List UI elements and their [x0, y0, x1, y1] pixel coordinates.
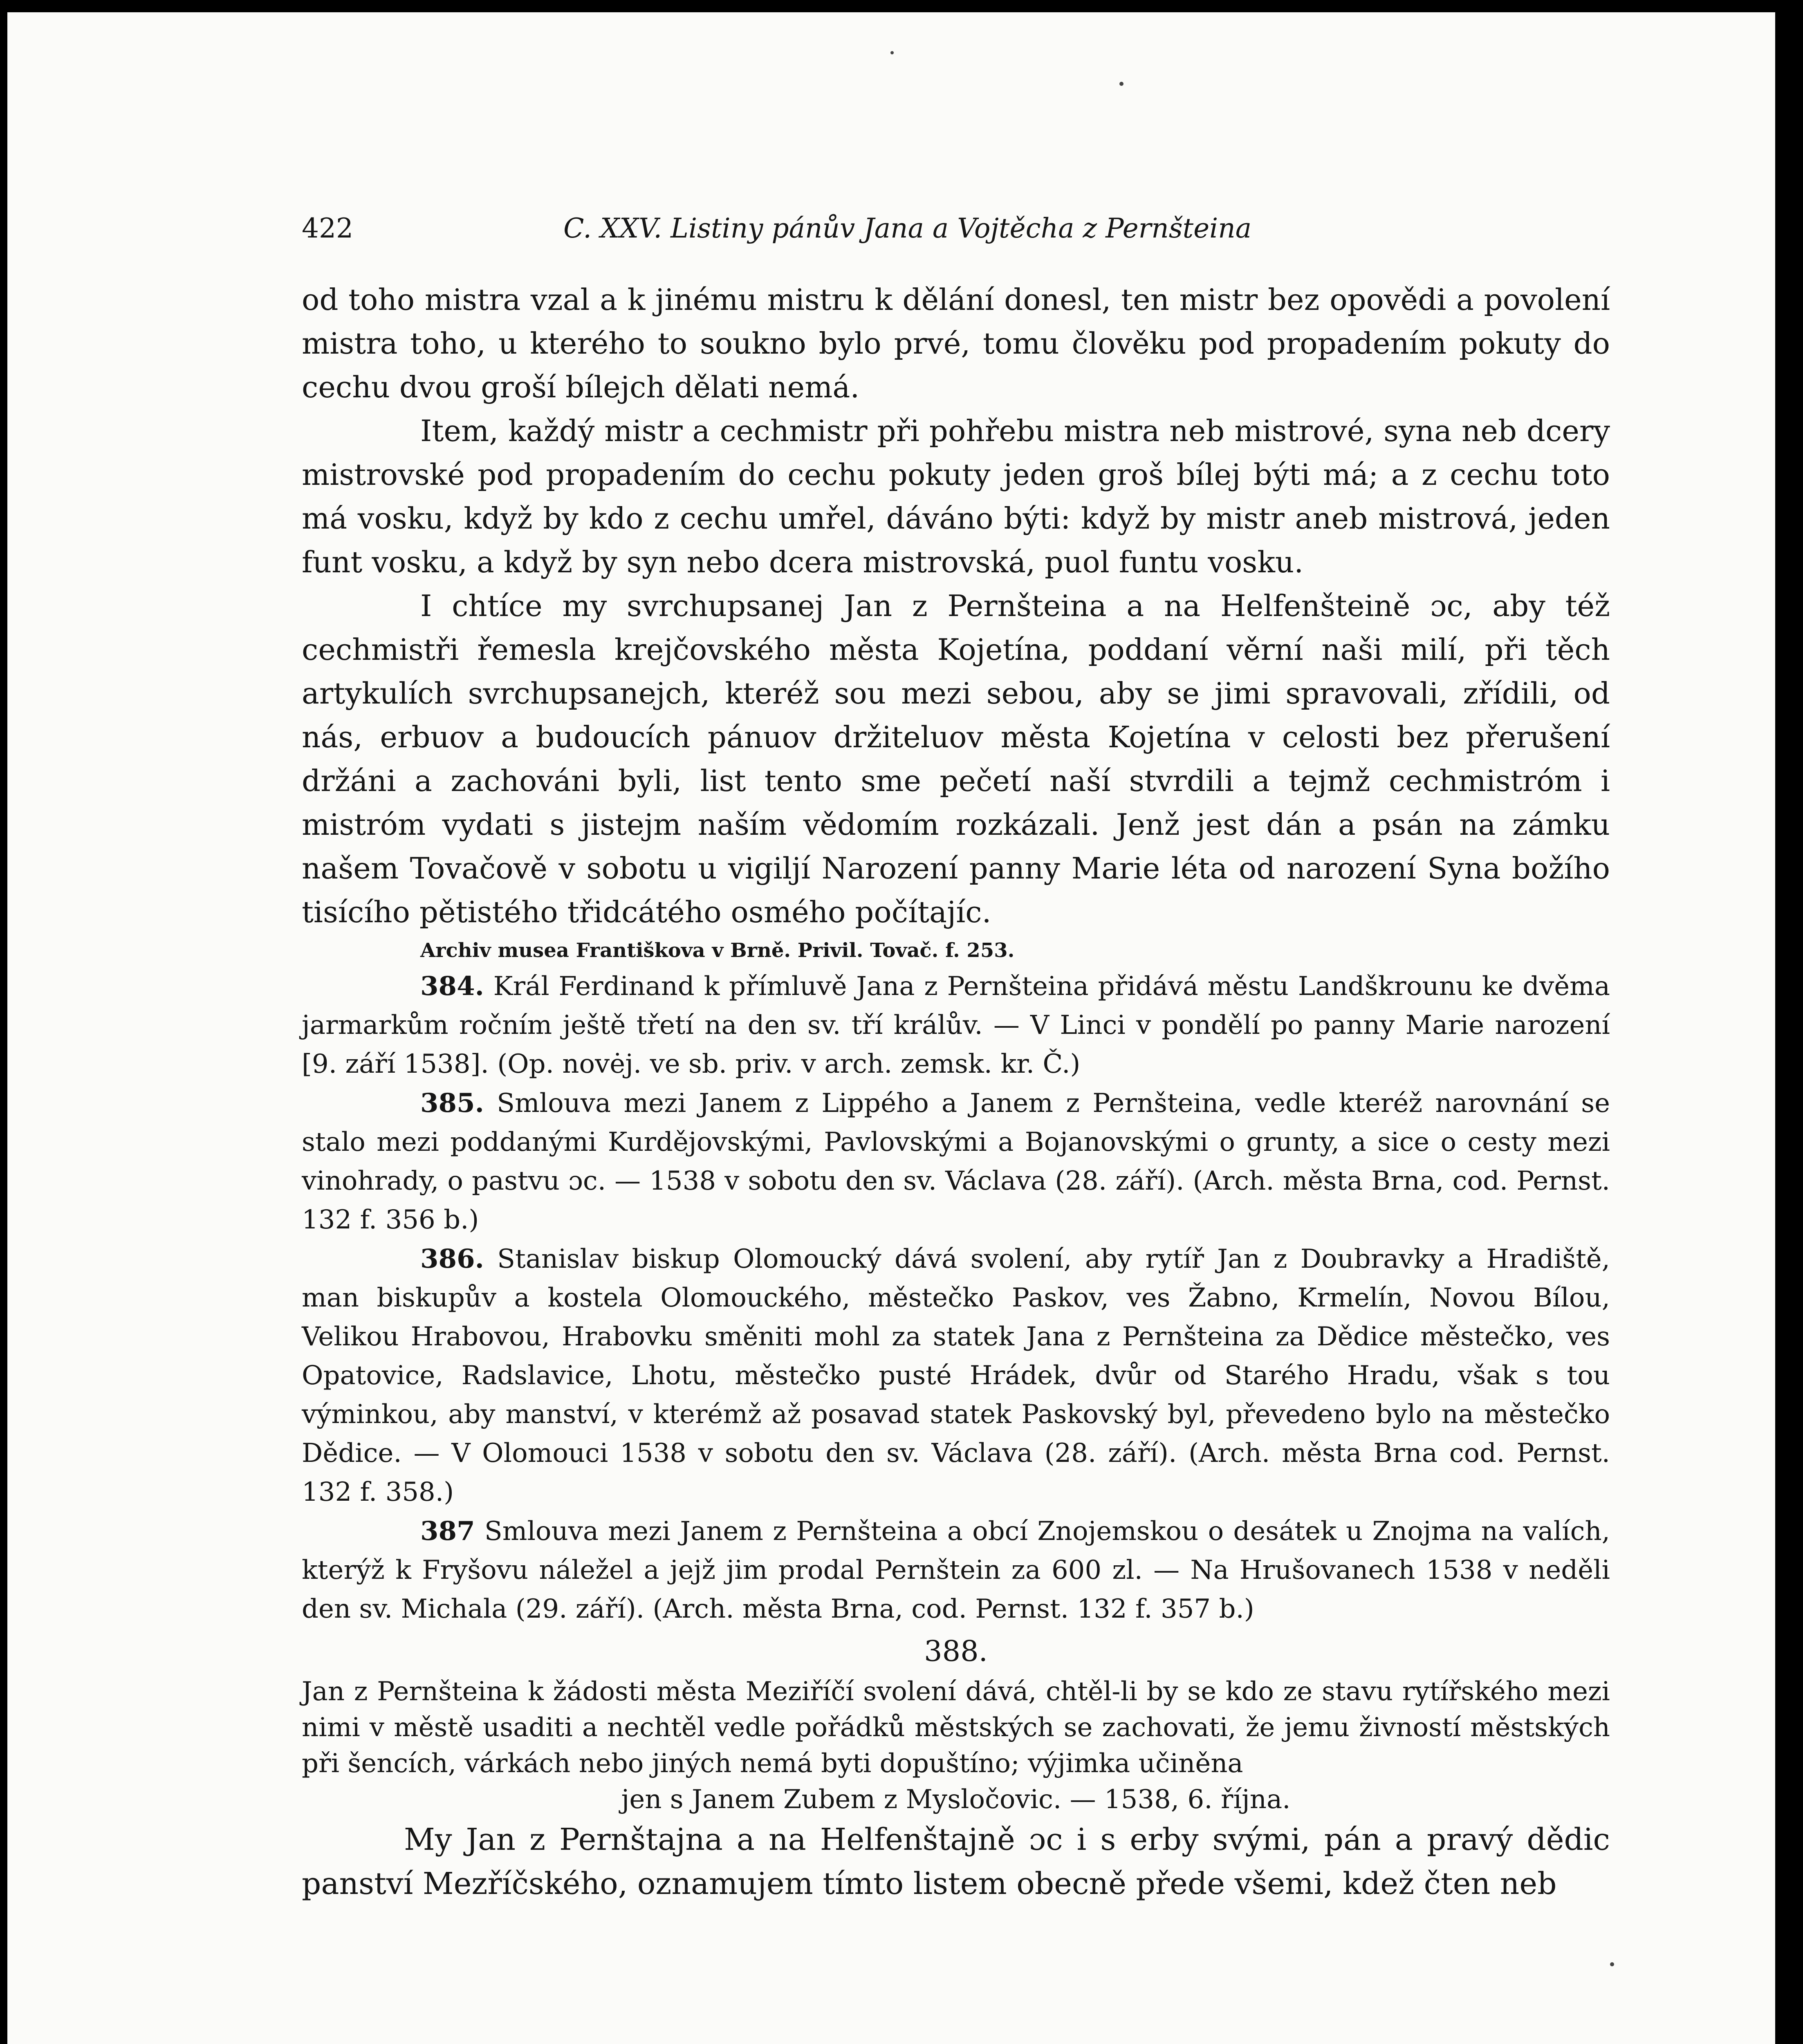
regest-entry: [302, 1239, 1610, 1512]
regest-text: Stanislav biskup Olomoucký dává svolení, aby rytíř Jan z Doubravky a Hradiště, man biskupův a kostela Olomouckého, městečko Paskov, ves Žabno, Krmelín, Novou Bílou, Velikou Hrabovou, Hrabovku směniti mohl za statek Jana z Pernšteina za Dědice městečko, ves Opatovice, Radslavice, Lhotu, městečko pusté Hrádek, dvůr od Starého Hradu, však s tou výminkou, aby manství, v kterémž až posavad statek Paskovský byl, převedeno bylo na městečko Dědice. — V Olomouci 1538 v sobotu den sv. Václava (28. září). (Arch. města Brna cod. Pernst. 132 f. 358.): [302, 1244, 1610, 1507]
document-body: My Jan z Pernštajna a na Helfenštajně ɔc i s erby svými, pán a pravý dědic panství Mezříčského, oznamujem tímto listem obecně přede všemi, kdež čten neb: [302, 1822, 1610, 1901]
regest-text: Král Ferdinand k přímluvě Jana z Pernšteina přidává městu Landškrounu ke dvěma jarmarkům ročním ještě třetí na den sv. tří králův. — V Linci v pondělí po panny Marie narození [9. září 1538]. (Op. novėj. ve sb. priv. v arch. zemsk. kr. Č.): [302, 971, 1610, 1079]
document-summary: [302, 1674, 1610, 1818]
regest-entry: [302, 967, 1610, 1084]
regest-text: Smlouva mezi Janem z Lippého a Janem z Pernšteina, vedle kteréž narovnání se stalo mezi poddanými Kurdějovskými, Pavlovskými a Bojanovskými o grunty, a sice o cesty mezi vinohrady, o pastvu ɔc. — 1538 v sobotu den sv. Václava (28. září). (Arch. města Brna, cod. Pernst. 132 f. 356 b.): [302, 1088, 1610, 1235]
document-number: 388.: [924, 1634, 988, 1668]
page-header: [302, 204, 1340, 253]
scan-speck: [1610, 1962, 1614, 1966]
document-summary-last-line: jen s Janem Zubem z Mysločovic. — 1538, 6. října.: [621, 1784, 1291, 1815]
regest-number: 386.: [420, 1244, 484, 1274]
running-title: C. XXV. Listiny pánův Jana a Vojtěcha z Pernšteina: [563, 213, 1252, 244]
text-column: [302, 278, 1610, 1906]
regest-entry: [302, 1084, 1610, 1239]
regest-entry: [302, 1512, 1610, 1629]
paragraph: I chtíce my svrchupsanej Jan z Pernšteina a na Helfenšteině ɔc, aby též cechmistři řemesla krejčovského města Kojetína, poddaní věrní naši milí, při těch artykulích svrchupsanejch, kteréž sou mezi sebou, aby se jimi spravovali, zřídili, od nás, erbuov a budoucích pánuov držiteluov města Kojetína v celosti bez přerušení držáni a zachováni byli, list tento sme pečetí naší stvrdili a tejmž cechmistróm i mistróm vydati s jistejm naším vědomím rozkázali. Jenž jest dán a psán na zámku našem Tovačově v sobotu u vigiljí Narození panny Marie léta od narození Syna božího tisícího pětistého třidcátého osmého počítajíc.: [302, 589, 1610, 929]
regest-text: Smlouva mezi Janem z Pernšteina a obcí Znojemskou o desátek u Znojma na valích, kterýž k Fryšovu náležel a jejž jim prodal Pernštein za 600 zl. — Na Hrušovanech 1538 v neděli den sv. Michala (29. září). (Arch. města Brna, cod. Pernst. 132 f. 357 b.): [302, 1516, 1610, 1624]
regest-number: 385.: [420, 1088, 484, 1118]
page: [7, 12, 1775, 2044]
regest-number: 387: [420, 1516, 475, 1546]
document-summary-text: Jan z Pernšteina k žádosti města Meziříčí svolení dává, chtěl-li by se kdo ze stavu rytířského mezi nimi v městě usaditi a nechtěl vedle pořádků městských se zachovati, že jemu živností městských při šencích, várkách nebo jiných nemá byti dopuštíno; výjimka učiněna: [302, 1676, 1610, 1779]
scan-speck: [890, 51, 894, 54]
scan-border: [1775, 0, 1803, 2044]
regest-number: 384.: [420, 971, 484, 1002]
paragraph: od toho mistra vzal a k jinému mistru k dělání donesl, ten mistr bez opovědi a povolení mistra toho, u kterého to soukno bylo prvé, tomu člověku pod propadením pokuty do cechu dvou groší bílejch dělati nemá.: [302, 282, 1610, 404]
archive-citation: Archiv musea Františkova v Brně. Privil. Tovač. f. 253.: [420, 939, 1015, 962]
scan-speck: [1119, 82, 1124, 86]
paragraph: Item, každý mistr a cechmistr při pohřebu mistra neb mistrové, syna neb dcery mistrovské pod propadením do cechu pokuty jeden groš bílej býti má; a z cechu toto má vosku, když by kdo z cechu umřel, dáváno býti: když by mistr aneb mistrová, jeden funt vosku, a když by syn nebo dcera mistrovská, puol funtu vosku.: [302, 414, 1610, 579]
page-number: 422: [302, 213, 353, 244]
